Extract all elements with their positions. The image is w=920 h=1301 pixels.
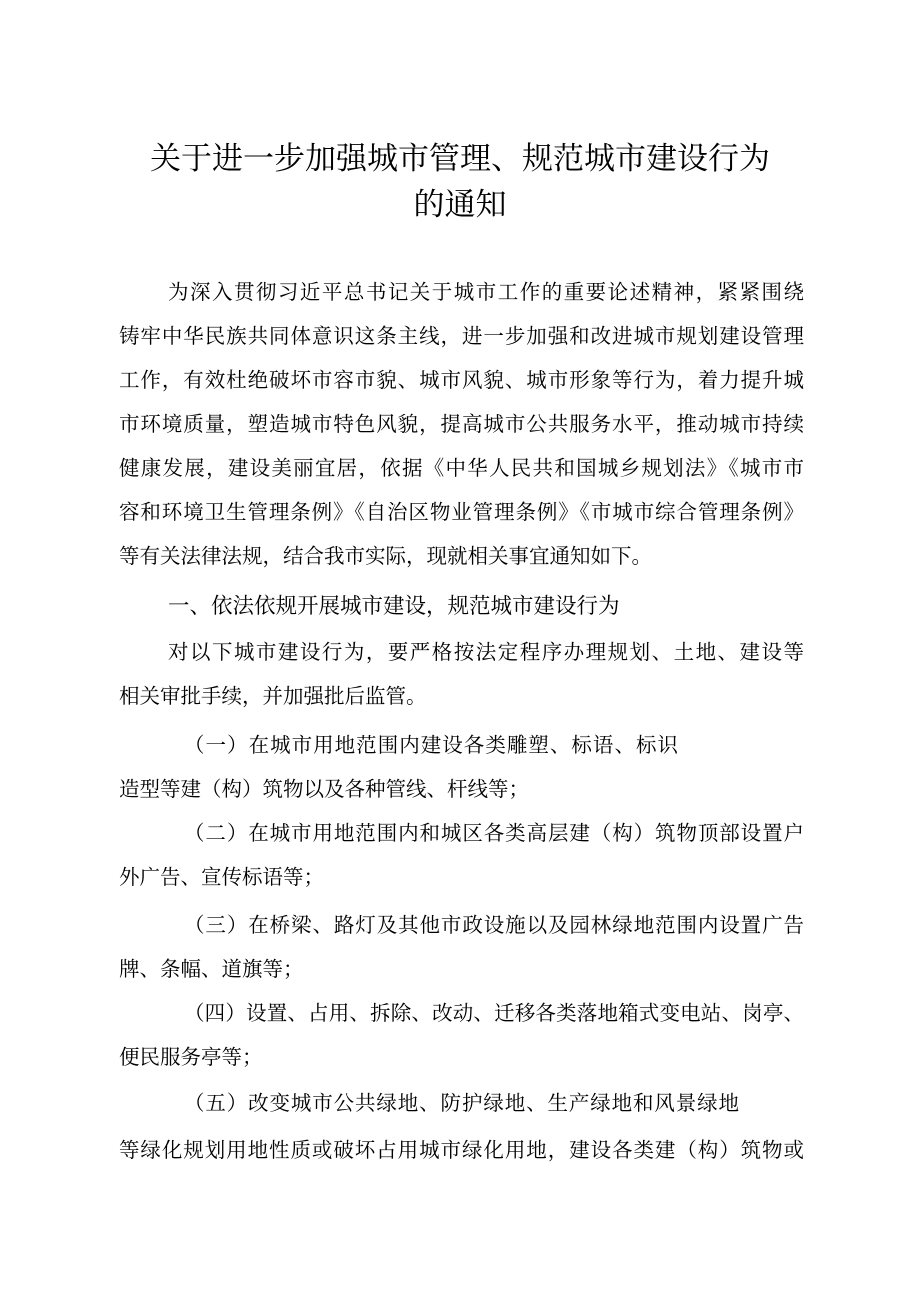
list-item-line: （一）在城市用地范围内建设各类雕塑、标语、标识 (184, 733, 678, 757)
list-item-line: （二）在城市用地范围内和城区各类高层建（构）筑物顶部设置户 (184, 821, 804, 845)
intro-line: 铸牢中华民族共同体意识这条主线，进一步加强和改进城市规划建设管理 (119, 324, 804, 348)
list-item-line: 便民服务亭等； (119, 1045, 263, 1069)
section-heading: 一、依法依规开展城市建设，规范城市建设行为 (168, 594, 620, 619)
intro-line: 等有关法律法规，结合我市实际，现就相关事宜通知如下。 (119, 544, 652, 568)
list-item-line: （四）设置、占用、拆除、改动、迁移各类落地箱式变电站、岗亭、 (184, 1001, 804, 1025)
list-item-line: （五）改变城市公共绿地、防护绿地、生产绿地和风景绿地 (184, 1091, 739, 1115)
list-item-line: 等绿化规划用地性质或破坏占用城市绿化用地，建设各类建（构）筑物或 (119, 1138, 804, 1162)
intro-line: 工作，有效杜绝破坏市容市貌、城市风貌、城市形象等行为，着力提升城 (119, 368, 804, 392)
intro-line: 市环境质量，塑造城市特色风貌，提高城市公共服务水平，推动城市持续 (119, 412, 804, 436)
list-item-line: （三）在桥梁、路灯及其他市政设施以及园林绿地范围内设置广告 (184, 913, 804, 937)
document-title-line-1: 关于进一步加强城市管理、规范城市建设行为 (150, 141, 770, 177)
list-item-line: 牌、条幅、道旗等； (119, 957, 304, 981)
section-body-line: 相关审批手续，并加强批后监管。 (119, 684, 427, 708)
intro-line: 容和环境卫生管理条例》《自治区物业管理条例》《市城市综合管理条例》 (119, 500, 804, 524)
intro-line: 健康发展，建设美丽宜居，依据《中华人民共和国城乡规划法》《城市市 (119, 456, 804, 480)
list-item-line: 造型等建（构）筑物以及各种管线、杆线等； (119, 777, 529, 801)
intro-line: 为深入贯彻习近平总书记关于城市工作的重要论述精神，紧紧围绕 (168, 280, 804, 304)
section-body-line: 对以下城市建设行为，要严格按法定程序办理规划、土地、建设等 (168, 640, 804, 664)
list-item-line: 外广告、宣传标语等； (119, 865, 324, 889)
document-title-line-2: 的通知 (413, 187, 507, 223)
